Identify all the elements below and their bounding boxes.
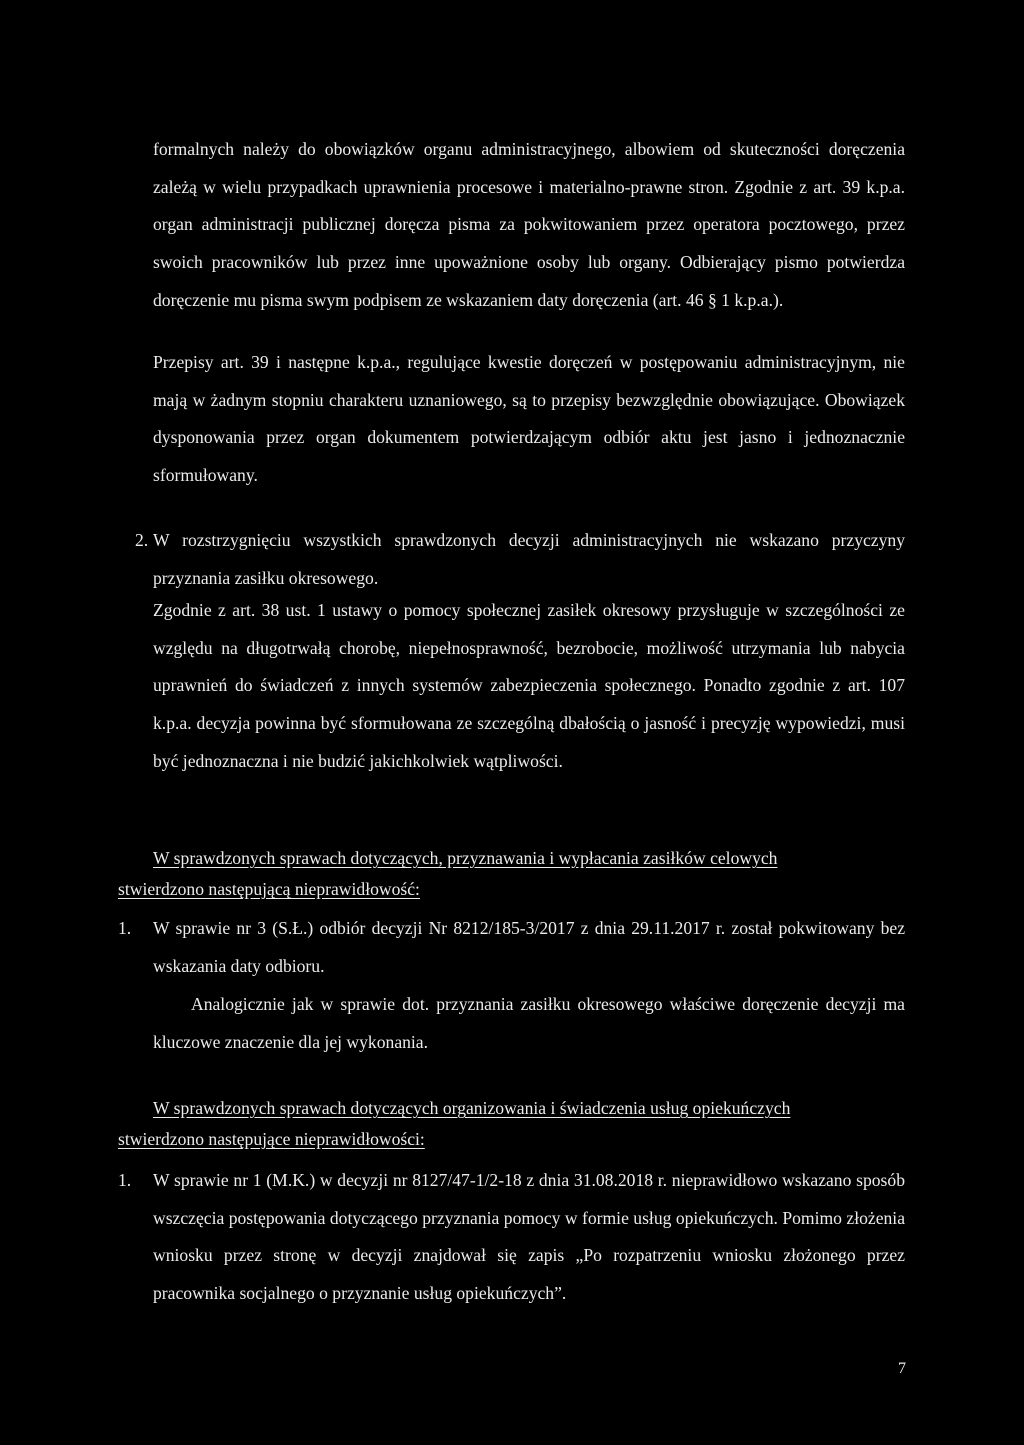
paragraph-periodic-allowance: Zgodnie z art. 38 ust. 1 ustawy o pomocy społecznej zasiłek okresowy przysługuje w szczególności ze względu na długotrwałą chorobę, niepełnosprawność, bezrobocie, możliwość utrzymania lub nabycia uprawnień do świadczeń z innych systemów zabezpieczenia społecznego. Ponadto zgodnie z art. 107 k.p.a. decyzja powinna być sformułowana ze szczególną dbałością o jasność i precyzję wypowiedzi, musi być jednoznaczna i nie budzić jakichkolwiek wątpliwości. (153, 600, 905, 771)
paragraph-analogous-text: Analogicznie jak w sprawie dot. przyznania zasiłku okresowego właściwe doręczenie decyzji ma kluczowe znaczenie dla jej wykonania. (153, 994, 905, 1052)
section-2 (135, 522, 905, 597)
heading-care-services (118, 1093, 905, 1155)
finding-item-2 (118, 1162, 905, 1313)
heading-special-allowances (118, 843, 905, 905)
section-2-number: 2. (135, 530, 149, 550)
finding-item-1 (118, 910, 905, 985)
heading-2-line-1: W sprawdzonych sprawach dotyczących organizowania i świadczenia usług opiekuńczych (153, 1098, 791, 1118)
heading-1-line-1: W sprawdzonych sprawach dotyczących, przyznawania i wypłacania zasiłków celowych (153, 848, 778, 868)
section-2-text: W rozstrzygnięciu wszystkich sprawdzonych decyzji administracyjnych nie wskazano przyczyny przyznania zasiłku okresowego. (153, 530, 905, 588)
finding-1-text: W sprawie nr 3 (S.Ł.) odbiór decyzji Nr 8212/185-3/2017 z dnia 29.11.2017 r. został pokwitowany bez wskazania daty odbioru. (153, 918, 905, 976)
paragraph-delivery-rules: Przepisy art. 39 i następne k.p.a., regulujące kwestie doręczeń w postępowaniu administracyjnym, nie mają w żadnym stopniu charakteru uznaniowego, są to przepisy bezwzględnie obowiązujące. Obowiązek dysponowania przez organ dokumentem potwierdzającym odbiór aktu jest jasno i jednoznacznie sformułowany. (153, 352, 905, 486)
paragraph-analogous (153, 986, 905, 1061)
heading-1-line-2: stwierdzono następującą nieprawidłowość: (118, 879, 420, 899)
page-number: 7 (898, 1360, 906, 1377)
finding-1-number: 1. (118, 918, 132, 938)
heading-2-line-2: stwierdzono następujące nieprawidłowości: (118, 1129, 425, 1149)
paragraph-delivery-obligation: formalnych należy do obowiązków organu administracyjnego, albowiem od skuteczności doręczenia zależą w wielu przypadkach uprawnienia procesowe i materialno-prawne stron. Zgodnie z art. 39 k.p.a. organ administracji publicznej doręcza pisma za pokwitowaniem przez operatora pocztowego, przez swoich pracowników lub przez inne upoważnione osoby lub organy. Odbierający pismo potwierdza doręczenie mu pisma swym podpisem ze wskazaniem daty doręczenia (art. 46 § 1 k.p.a.). (153, 139, 905, 310)
finding-2-number: 1. (118, 1170, 132, 1190)
finding-2-text: W sprawie nr 1 (M.K.) w decyzji nr 8127/47-1/2-18 z dnia 31.08.2018 r. nieprawidłowo wskazano sposób wszczęcia postępowania dotyczącego przyznania pomocy w formie usług opiekuńczych. Pomimo złożenia wniosku przez stronę w decyzji znajdował się zapis „Po rozpatrzeniu wniosku złożonego przez pracownika socjalnego o przyznanie usług opiekuńczych”. (153, 1170, 905, 1304)
